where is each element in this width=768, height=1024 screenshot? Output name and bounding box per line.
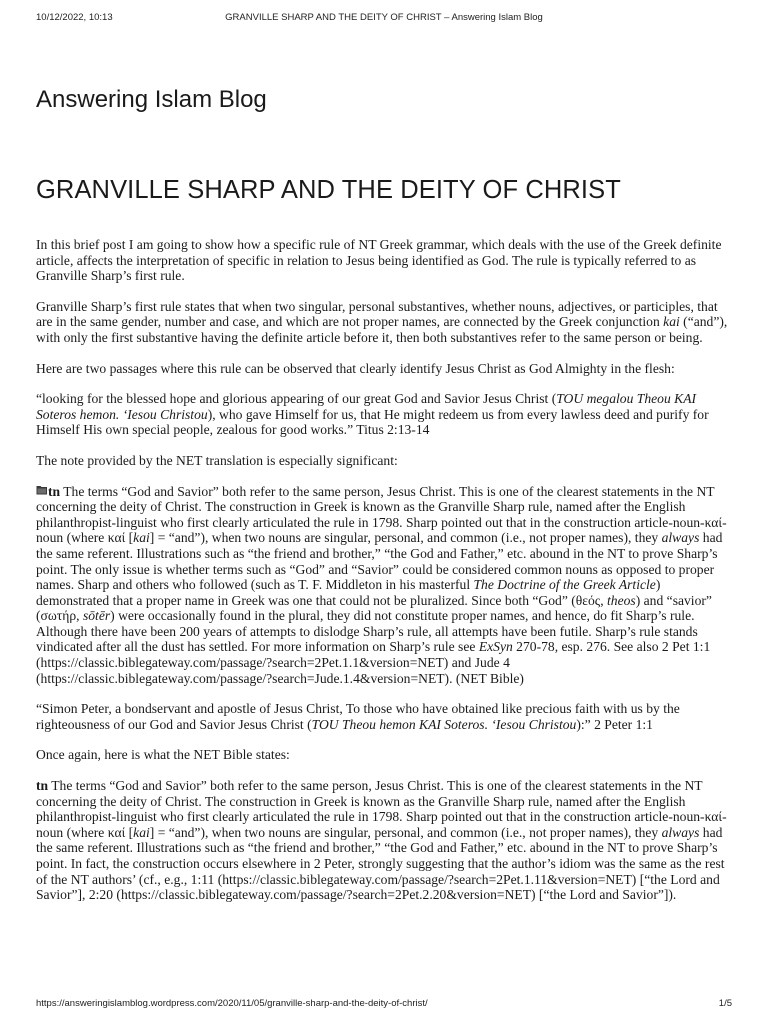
net-note-titus	[36, 484, 736, 687]
paragraph-net-restate: Once again, here is what the NET Bible states:	[36, 747, 290, 763]
text-span: ) demonstrated that a proper name in Greek was one that could not be pluralized. Since both “God” (θεός,	[36, 577, 661, 608]
text-span: 270-78, esp. 276. See also 2 Pet 1:1 (https://classic.biblegateway.com/passage/?search=2Pet.1.1&version=NET) and Jude 4 (https://classic.biblegateway.com/passage/?search=Jude.1.4&version=NET). (NET Bible)	[36, 639, 711, 686]
print-header	[36, 12, 732, 26]
text-span: (“and”), with only the first substantive having the definite article before it, then both substantives refer to the same person or being.	[36, 314, 728, 345]
folder-icon	[36, 484, 48, 498]
italic-greek-transliteration: TOU megalou Theou KAI Soteros hemon. ‘Iesou Christou	[36, 391, 697, 422]
print-page-title: GRANVILLE SHARP AND THE DEITY OF CHRIST – Answering Islam Blog	[225, 12, 543, 23]
italic-theos: theos	[607, 592, 636, 608]
italic-soter: sōtēr	[82, 608, 111, 624]
italic-greek-transliteration: TOU Theou hemon KAI Soteros. ‘Iesou Christou	[311, 716, 577, 732]
text-span: ) and “savior” (σωτήρ,	[36, 592, 712, 624]
italic-book-title: The Doctrine of the Greek Article	[473, 577, 656, 593]
post-content	[36, 237, 736, 918]
italic-exsyn: ExSyn	[478, 639, 513, 655]
net-note-2-peter	[36, 778, 736, 903]
text-span: had the same referent. Illustrations such as “the friend and brother,” “the God and Father,” etc. abound in the NT to prove Sharp’s point. The only issue is whether terms such as “God” and “Savior” could be considered common nouns as opposed to proper names. Sharp and others who followed (such as T. F. Middleton in his masterful	[36, 530, 723, 593]
text-span: The terms “God and Savior” both refer to the same person, Jesus Christ. This is one of the clearest statements in the NT concerning the deity of Christ. The construction in Greek is known as the Granville Sharp rule, named after the English philanthropist-linguist who first clearly articulated the rule in 1798. Sharp pointed out that in the construction article-noun-καί-noun (where καί [	[36, 483, 727, 546]
tn-label: tn	[36, 778, 49, 794]
text-span: The terms “God and Savior” both refer to the same person, Jesus Christ. This is one of the clearest statements in the NT concerning the deity of Christ. The construction in Greek is known as the Granville Sharp rule, named after the English philanthropist-linguist who first clearly articulated the rule in 1798. Sharp pointed out that in the construction article-noun-καί-noun (where καί [	[36, 778, 727, 840]
italic-kai: kai	[133, 530, 150, 546]
text-span: ] = “and”), when two nouns are singular, personal, and common (i.e., not proper names), they	[149, 530, 662, 546]
italic-always: always	[661, 530, 700, 546]
paragraph-sharp-rule	[36, 299, 736, 346]
text-span: ) were occasionally found in the plural, they did not constitute proper names, and hence, do fit Sharp’s rule. Although there have been 200 years of attempts to dislodge Sharp’s rule, all attempts have been futile. Sharp’s rule stands vindicated after all the dust has settled. For more information on Sharp’s rule see	[36, 608, 698, 655]
text-span: Granville Sharp’s first rule states that when two singular, personal substantives, whether nouns, adjectives, or participles, that are in the same gender, number and case, and which are not proper names, are connected by the Greek conjunction	[36, 298, 718, 330]
paragraph-net-note-intro: The note provided by the NET translation is especially significant:	[36, 452, 398, 468]
text-span: “Simon Peter, a bondservant and apostle of Jesus Christ, To those who have obtained like precious faith with us by the righteousness of our God and Savior Jesus Christ (	[36, 701, 680, 732]
text-span: ] = “and”), when two nouns are singular, personal, and common (i.e., not proper names), they	[149, 824, 662, 840]
print-footer	[36, 998, 732, 1012]
paragraph-passages-intro: Here are two passages where this rule can be observed that clearly identify Jesus Christ as God Almighty in the flesh:	[36, 360, 675, 376]
quote-titus	[36, 391, 736, 438]
text-span: “looking for the blessed hope and glorious appearing of our great God and Savior Jesus Christ (	[36, 391, 557, 407]
tn-label: tn	[48, 483, 61, 499]
print-url: https://answeringislamblog.wordpress.com/2020/11/05/granville-sharp-and-the-deity-of-christ/	[36, 998, 428, 1009]
blog-name-link[interactable]: Answering Islam Blog	[36, 86, 267, 113]
paragraph-intro: In this brief post I am going to show how a specific rule of NT Greek grammar, which deals with the use of the Greek definite article, affects the interpretation of specific in relation to Jesus being identified as God. The rule is typically referred to as Granville Sharp’s first rule.	[36, 237, 722, 284]
italic-kai: kai	[663, 314, 680, 330]
print-datetime: 10/12/2022, 10:13	[36, 12, 113, 23]
text-span: ), who gave Himself for us, that He might redeem us from every lawless deed and purify for Himself His own special people, zealous for good works.” Titus 2:13-14	[36, 406, 709, 438]
quote-2-peter	[36, 701, 736, 732]
italic-always: always	[661, 824, 700, 840]
text-span: had the same referent. Illustrations such as “the friend and brother,” “the God and Father,” etc. abound in the NT to prove Sharp’s point. In fact, the construction occurs elsewhere in 2 Peter, strongly suggesting that the author’s idiom was the same as the rest of the NT authors’ (cf., e.g., 1:11 (https://classic.biblegateway.com/passage/?search=2Pet.1.11&version=NET) [“the Lord and Savior”], 2:20 (https://classic.biblegateway.com/passage/?search=2Pet.2.20&version=NET) [“the Lord and Savior”]).	[36, 824, 725, 903]
italic-kai: kai	[133, 824, 150, 840]
print-page-number: 1/5	[718, 998, 732, 1009]
post-title: GRANVILLE SHARP AND THE DEITY OF CHRIST	[36, 176, 621, 204]
text-span: ):” 2 Peter 1:1	[576, 716, 653, 732]
